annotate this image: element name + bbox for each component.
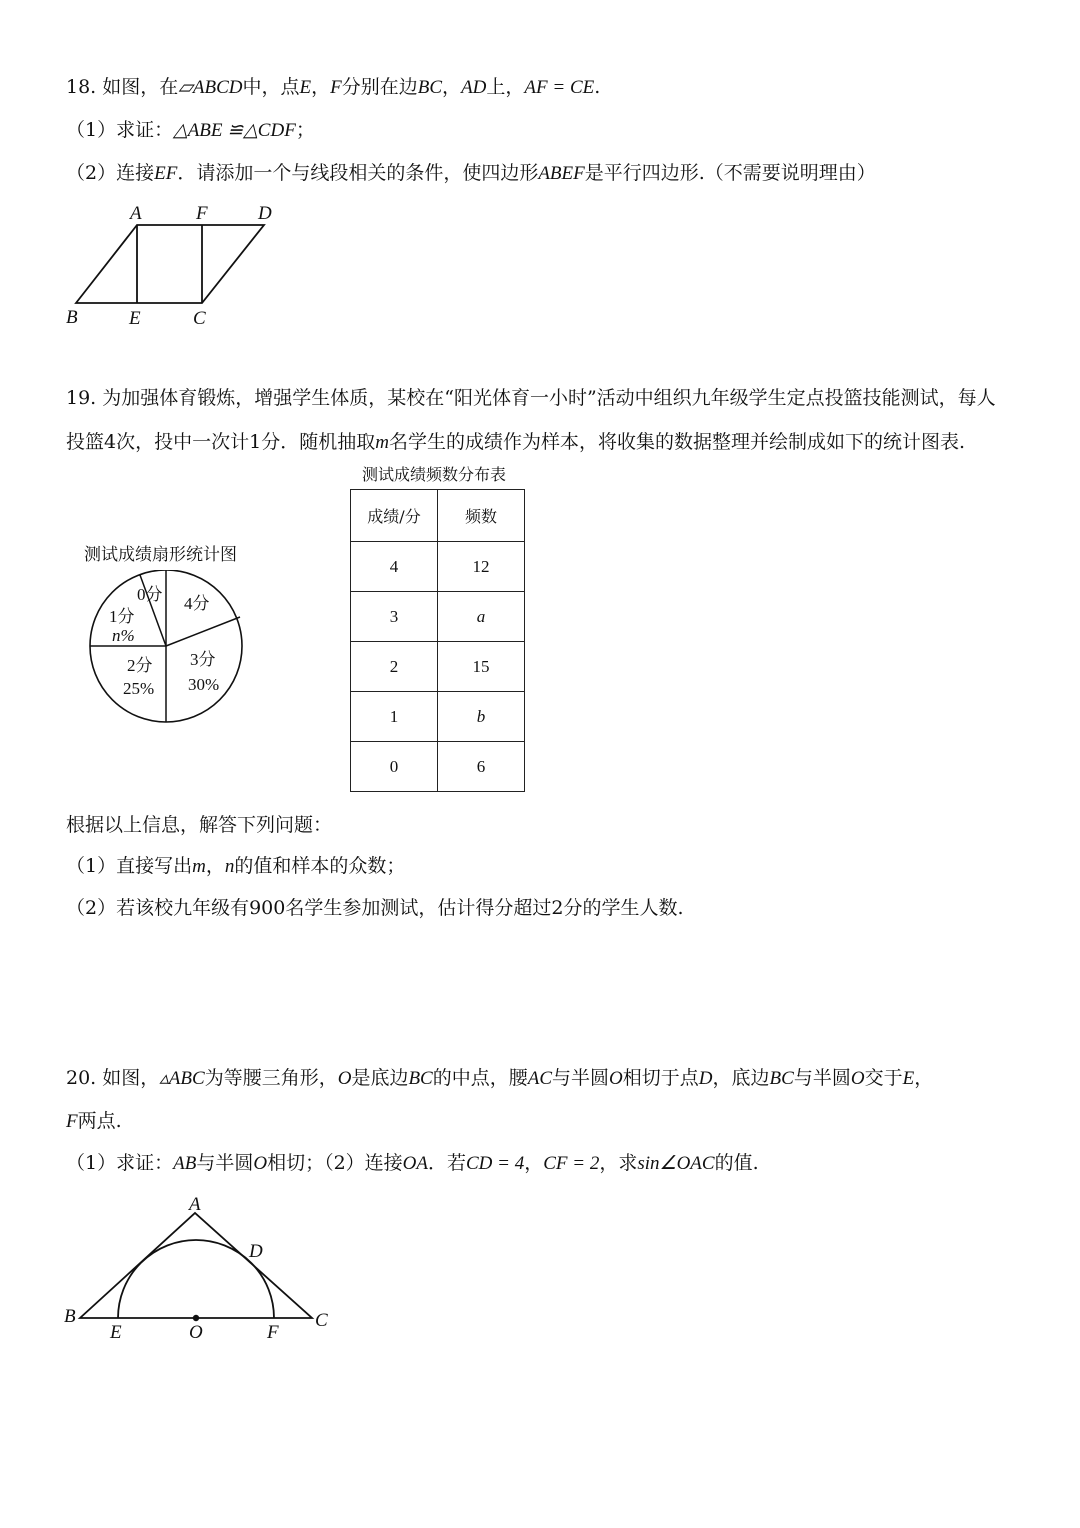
table-cell-score: 0 <box>351 742 438 792</box>
pie-label-3-percent: 30% <box>188 675 220 694</box>
pie-label-4: 4分 <box>184 594 210 613</box>
table-cell-frequency: 12 <box>438 542 525 592</box>
table-cell-frequency: 6 <box>438 742 525 792</box>
q18-part1: （1）求证：△ABE ≌△CDF； <box>66 119 315 141</box>
triangle-abc <box>80 1213 312 1318</box>
pie-label-1-percent: n% <box>112 626 135 645</box>
q20-stem-line2: F两点. <box>66 1110 122 1132</box>
table-row <box>351 692 525 742</box>
pie-label-2-percent: 25% <box>123 679 155 698</box>
table-cell-frequency: b <box>438 692 525 742</box>
table-cell-score: 3 <box>351 592 438 642</box>
parallelogram-abcd-shape <box>76 225 264 303</box>
table-row <box>351 742 525 792</box>
table-header-row <box>351 490 525 542</box>
table-header-score: 成绩/分 <box>351 490 438 542</box>
table-cell-score: 1 <box>351 692 438 742</box>
table-title: 测试成绩频数分布表 <box>362 465 507 484</box>
q19-part1: （1）直接写出m，n的值和样本的众数； <box>66 855 406 877</box>
table-cell-frequency: a <box>438 592 525 642</box>
pie-chart-title: 测试成绩扇形统计图 <box>84 545 237 565</box>
q19-stem-line2: 投篮4次，投中一次计1分．随机抽取m名学生的成绩作为样本，将收集的数据整理并绘制成如下的统计图表. <box>66 431 966 453</box>
label-c: C <box>315 1310 328 1331</box>
parallelogram-abcd: ▱ABCD <box>178 77 243 98</box>
pie-label-1: 1分 <box>109 607 135 626</box>
q20-parts: （1）求证：AB与半圆O相切；（2）连接OA．若CD = 4，CF = 2，求sin∠OAC的值. <box>66 1152 759 1174</box>
label-a: A <box>189 1194 201 1215</box>
q19-stem-line1: 19. 为加强体育锻炼，增强学生体质，某校在“阳光体育一小时”活动中组织九年级学生定点投篮技能测试，每人 <box>66 387 996 409</box>
congruence-statement: △ABE ≌△CDF <box>173 120 296 141</box>
condition-af-ce: AF = CE <box>524 77 595 98</box>
label-e: E <box>110 1322 122 1343</box>
table-row <box>351 642 525 692</box>
label-b: B <box>64 1306 76 1327</box>
table-row <box>351 542 525 592</box>
q18-stem: 18. 如图，在▱ABCD中，点E，F分别在边BC，AD上，AF = CE. <box>66 76 601 98</box>
label-e: E <box>129 308 141 329</box>
table-row <box>351 592 525 642</box>
pie-label-0: 0分 <box>137 585 163 604</box>
pie-label-3: 3分 <box>190 650 216 669</box>
q20-triangle-semicircle-figure <box>60 1190 340 1350</box>
q18-parallelogram-figure <box>60 200 290 330</box>
q18-part2: （2）连接EF．请添加一个与线段相关的条件，使四边形ABEF是平行四边形.（不需要说明理由） <box>66 162 876 184</box>
q19-part2: （2）若该校九年级有900名学生参加测试，估计得分超过2分的学生人数. <box>66 897 684 919</box>
frequency-table <box>350 489 525 792</box>
label-f: F <box>267 1322 279 1343</box>
q20-stem-line1: 20. 如图，▵ABC为等腰三角形，O是底边BC的中点，腰AC与半圆O相切于点D，底边BC与半圆O交于E， <box>66 1067 934 1089</box>
label-f: F <box>196 203 208 224</box>
label-c: C <box>193 308 206 329</box>
table-cell-score: 4 <box>351 542 438 592</box>
point-o <box>193 1315 199 1321</box>
q18-number: 18. <box>66 76 97 98</box>
label-d: D <box>258 203 272 224</box>
label-b: B <box>66 307 78 328</box>
table-cell-score: 2 <box>351 642 438 692</box>
pie-label-2: 2分 <box>127 656 153 675</box>
pie-chart <box>80 570 260 740</box>
table-header-frequency: 频数 <box>438 490 525 542</box>
label-a: A <box>130 203 142 224</box>
label-d: D <box>249 1241 263 1262</box>
label-o: O <box>189 1322 203 1343</box>
q19-info: 根据以上信息，解答下列问题： <box>66 814 333 836</box>
table-cell-frequency: 15 <box>438 642 525 692</box>
